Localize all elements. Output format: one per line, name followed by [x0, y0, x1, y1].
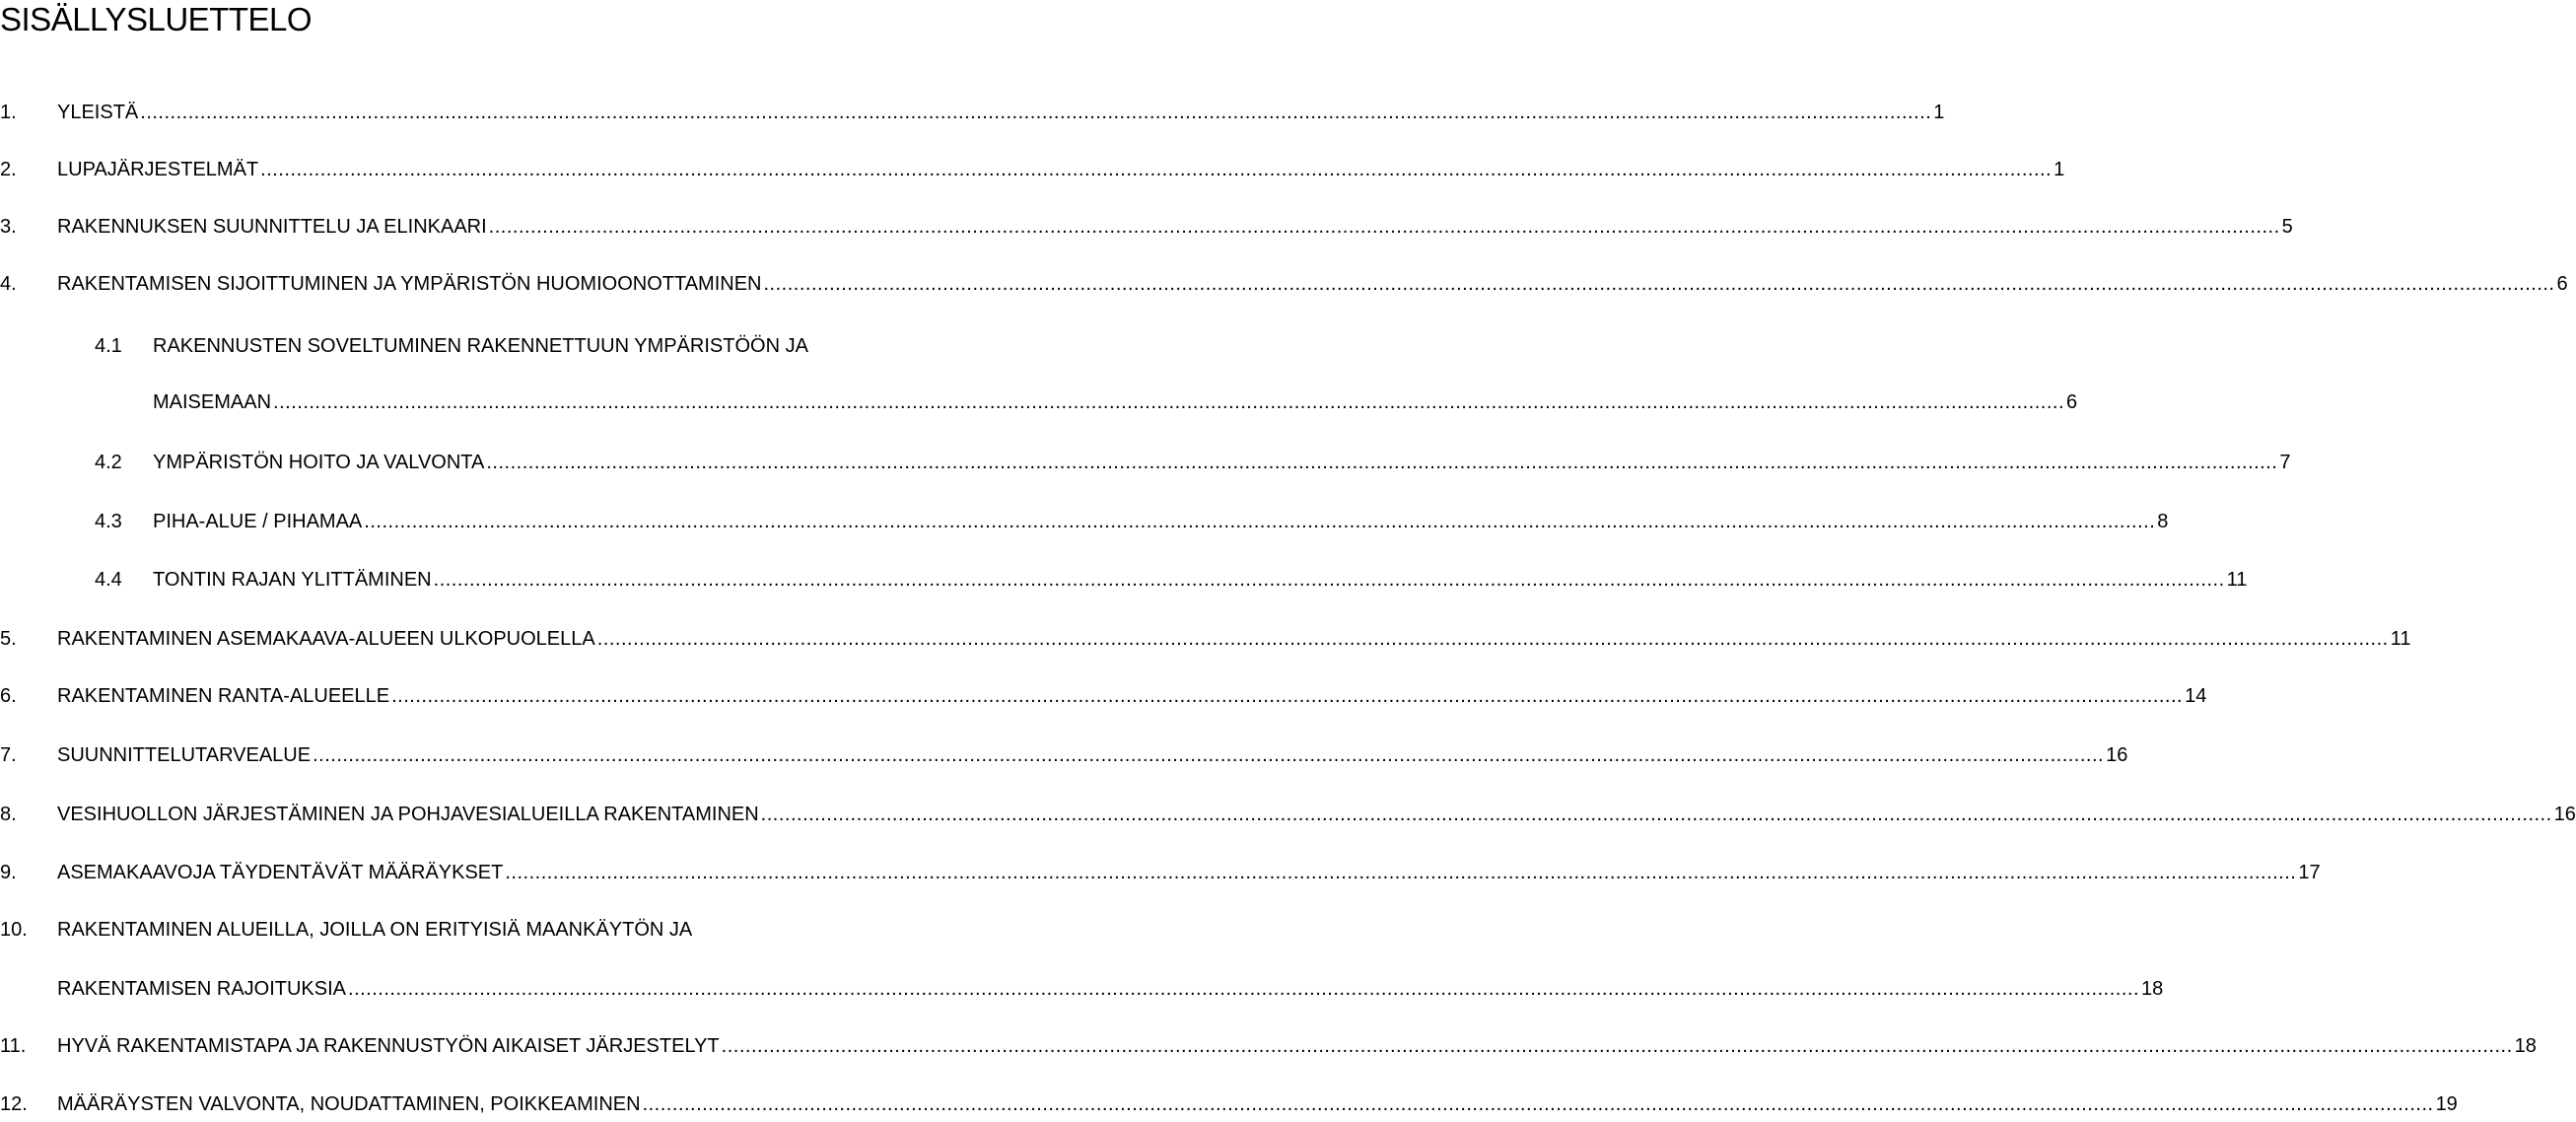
toc-entry-number: 8.	[0, 804, 17, 825]
toc-entry-title: ASEMAKAAVOJA TÄYDENTÄVÄT MÄÄRÄYKSET	[57, 862, 504, 883]
toc-entry-page: 14	[2185, 685, 2207, 707]
toc-entry-page: 1	[2054, 159, 2065, 180]
toc-leader-dots: ............................................................................................................................................................................................................................................................................................................	[760, 804, 2552, 825]
toc-entry-title: TONTIN RAJAN YLITTÄMINEN	[153, 569, 432, 591]
toc-entry-number: 9.	[0, 862, 17, 883]
toc-entry-title: RAKENNUKSEN SUUNNITTELU JA ELINKAARI	[57, 216, 487, 238]
toc-entry-number: 4.	[0, 273, 17, 295]
toc-leader-dots: ............................................................................................................................................................................................................................................................................................................	[721, 1035, 2513, 1057]
toc-leader-dots: ............................................................................................................................................................................................................................................................................................................	[364, 511, 2156, 532]
toc-leader-dots: ............................................................................................................................................................................................................................................................................................................	[596, 628, 2389, 650]
toc-leader-dots: ............................................................................................................................................................................................................................................................................................................	[260, 159, 2053, 180]
toc-entry-number: 4.1	[95, 335, 122, 357]
toc-entry-page: 11	[2226, 569, 2248, 591]
toc-entry-title: PIHA-ALUE / PIHAMAA	[153, 511, 363, 532]
toc-entry-number: 11.	[0, 1035, 27, 1057]
toc-entry-page: 16	[2106, 744, 2128, 766]
toc-entry-number: 7.	[0, 744, 17, 766]
toc-entry-title: MAISEMAAN	[153, 391, 272, 413]
toc-entry-page: 17	[2298, 862, 2321, 883]
toc-leader-dots: ............................................................................................................................................................................................................................................................................................................	[140, 102, 1932, 123]
toc-entry-title: RAKENTAMINEN RANTA-ALUEELLE	[57, 685, 390, 707]
toc-entry-title: SUUNNITTELUTARVEALUE	[57, 744, 312, 766]
toc-leader-dots: ............................................................................................................................................................................................................................................................................................................	[433, 569, 2225, 591]
toc-entry-8[interactable]	[0, 797, 2576, 832]
toc-entry-title-line1: RAKENTAMINEN ALUEILLA, JOILLA ON ERITYISIÄ MAANKÄYTÖN JA	[57, 919, 693, 941]
toc-entry-title: YMPÄRISTÖN HOITO JA VALVONTA	[153, 452, 485, 473]
toc-leader-dots: ............................................................................................................................................................................................................................................................................................................	[348, 978, 2140, 1000]
toc-entry-number: 12.	[0, 1093, 28, 1115]
toc-entry-4-2[interactable]	[95, 445, 2291, 480]
toc-entry-page: 6	[2556, 273, 2568, 295]
toc-entry-11[interactable]	[0, 1028, 2537, 1064]
toc-entry-title: LUPAJÄRJESTELMÄT	[57, 159, 259, 180]
toc-entry-page: 18	[2514, 1035, 2537, 1057]
toc-entry-3[interactable]	[0, 209, 2293, 245]
toc-entry-number: 5.	[0, 628, 17, 650]
toc-leader-dots: ............................................................................................................................................................................................................................................................................................................	[505, 862, 2297, 883]
toc-entry-page: 5	[2281, 216, 2293, 238]
toc-entry-number: 4.2	[95, 452, 122, 473]
toc-entry-6[interactable]	[0, 678, 2207, 714]
toc-entry-page: 18	[2141, 978, 2164, 1000]
toc-leader-dots: ............................................................................................................................................................................................................................................................................................................	[391, 685, 2184, 707]
toc-entry-page: 11	[2390, 628, 2411, 650]
toc-leader-dots: ............................................................................................................................................................................................................................................................................................................	[488, 216, 2280, 238]
toc-entry-number: 1.	[0, 102, 17, 123]
toc-leader-dots: ............................................................................................................................................................................................................................................................................................................	[273, 391, 2065, 413]
toc-entry-page: 6	[2066, 391, 2078, 413]
toc-entry-4-4[interactable]	[95, 562, 2248, 597]
toc-entry-title: YLEISTÄ	[57, 102, 139, 123]
toc-entry-number: 3.	[0, 216, 17, 238]
toc-entry-2[interactable]	[0, 152, 2065, 187]
toc-entry-title: RAKENTAMISEN SIJOITTUMINEN JA YMPÄRISTÖN HUOMIOONOTTAMINEN	[57, 273, 762, 295]
toc-leader-dots: ............................................................................................................................................................................................................................................................................................................	[763, 273, 2555, 295]
toc-entry-4[interactable]	[0, 266, 2568, 302]
toc-entry-12[interactable]	[0, 1087, 2458, 1122]
toc-entry-number: 6.	[0, 685, 17, 707]
toc-entry-page: 8	[2157, 511, 2169, 532]
toc-entry-page: 1	[1933, 102, 1945, 123]
toc-leader-dots: ............................................................................................................................................................................................................................................................................................................	[486, 452, 2278, 473]
toc-entry-5[interactable]	[0, 621, 2411, 657]
toc-entry-4-3[interactable]	[95, 504, 2169, 539]
toc-entry-number: 4.3	[95, 511, 122, 532]
toc-entry-number: 4.4	[95, 569, 122, 591]
toc-entry-7[interactable]	[0, 737, 2128, 773]
toc-entry-1[interactable]	[0, 95, 1945, 130]
toc-entry-title: MÄÄRÄYSTEN VALVONTA, NOUDATTAMINEN, POIKKEAMINEN	[57, 1093, 641, 1115]
toc-leader-dots: ............................................................................................................................................................................................................................................................................................................	[313, 744, 2105, 766]
toc-entry-title-line1: RAKENNUSTEN SOVELTUMINEN RAKENNETTUUN YMPÄRISTÖÖN JA	[153, 335, 808, 357]
toc-entry-number: 2.	[0, 159, 17, 180]
toc-entry-9[interactable]	[0, 855, 2321, 890]
toc-entry-title: VESIHUOLLON JÄRJESTÄMINEN JA POHJAVESIALUEILLA RAKENTAMINEN	[57, 804, 759, 825]
toc-entry-page: 19	[2435, 1093, 2458, 1115]
toc-entry-title: RAKENTAMINEN ASEMAKAAVA-ALUEEN ULKOPUOLELLA	[57, 628, 595, 650]
page-title: SISÄLLYSLUETTELO	[0, 1, 313, 37]
toc-entry-page: 16	[2553, 804, 2576, 825]
toc-entry-title: RAKENTAMISEN RAJOITUKSIA	[57, 978, 347, 1000]
toc-entry-page: 7	[2279, 452, 2291, 473]
toc-leader-dots: ............................................................................................................................................................................................................................................................................................................	[642, 1093, 2434, 1115]
toc-entry-title: HYVÄ RAKENTAMISTAPA JA RAKENNUSTYÖN AIKAISET JÄRJESTELYT	[57, 1035, 720, 1057]
toc-entry-number: 10.	[0, 919, 28, 941]
